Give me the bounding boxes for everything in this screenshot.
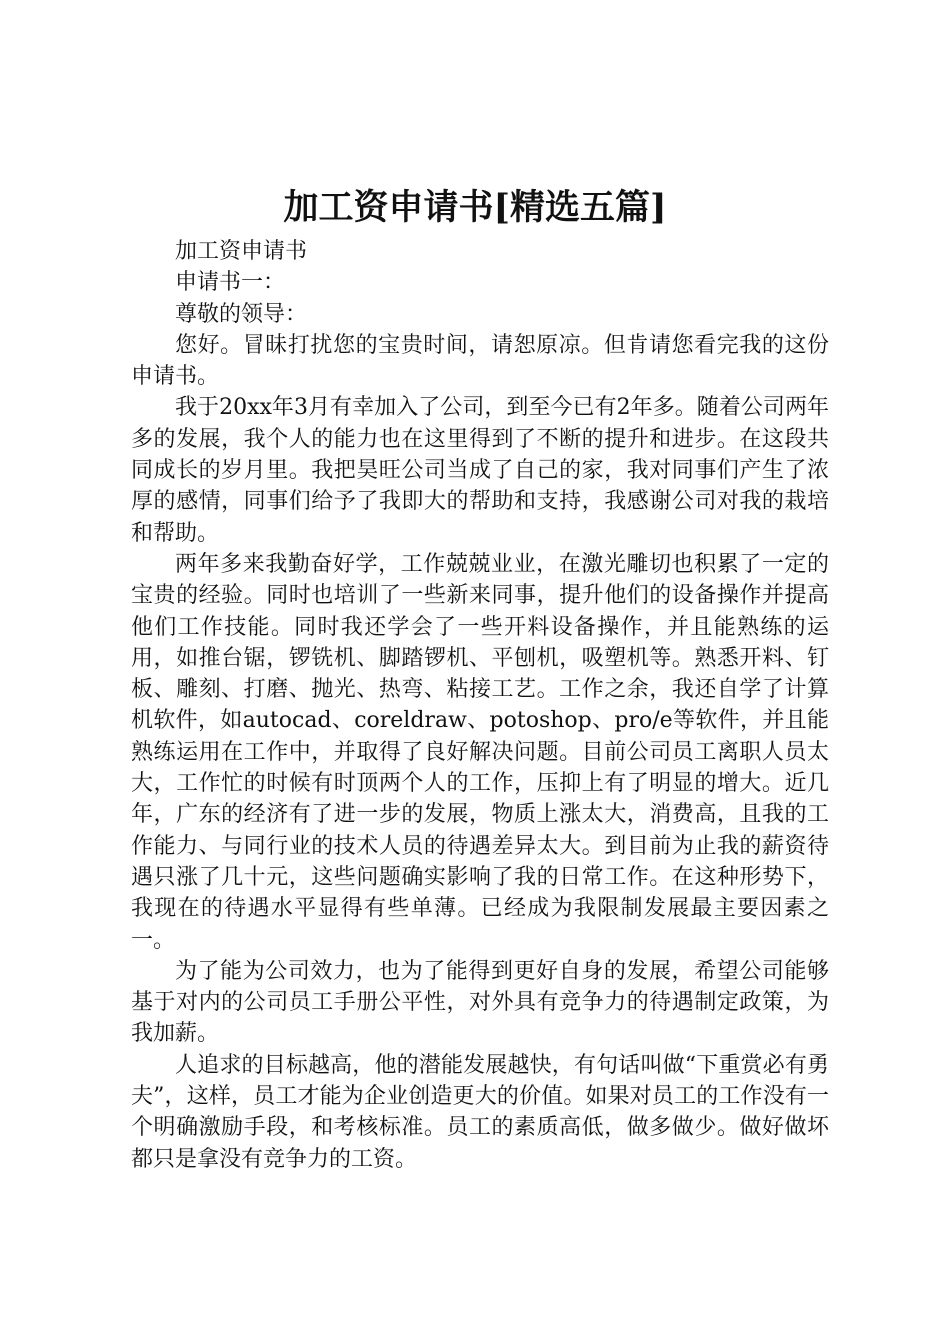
document-title: 加工资申请书[精选五篇] xyxy=(283,187,667,228)
paragraph-subheading: 申请书一： xyxy=(175,270,286,296)
paragraph-heading: 加工资申请书 xyxy=(175,239,308,264)
paragraph-body: 人追求的目标越高，他的潜能发展越快，有句话叫做“下重赏必有勇夫”，这样，员工才能为企业创造更大的价值。如果对员工的工作没有一个明确激励手段，和考核标准。员工的素质高低，做多做少。做好做坏都只是拿没有竞争力的工资。 xyxy=(131,1052,829,1172)
paragraph-greeting: 您好。冒昧打扰您的宝贵时间，请恕原凉。但肯请您看完我的这份申请书。 xyxy=(131,332,829,390)
paragraph-body: 为了能为公司效力，也为了能得到更好自身的发展，希望公司能够基于对内的公司员工手册公平性，对外具有竞争力的待遇制定政策，为我加薪。 xyxy=(131,958,829,1047)
paragraph-salutation: 尊敬的领导： xyxy=(175,301,308,327)
document-body xyxy=(131,236,829,1175)
paragraph-body: 我于20xx年3月有幸加入了公司，到至今已有2年多。随着公司两年多的发展，我个人的能力也在这里得到了不断的提升和进步。在这段共同成长的岁月里。我把昊旺公司当成了自己的家，我对同事们产生了浓厚的感情，同事们给予了我即大的帮助和支持，我感谢公司对我的栽培和帮助。 xyxy=(131,395,829,546)
paragraph-body: 两年多来我勤奋好学，工作兢兢业业，在激光雕切也积累了一定的宝贵的经验。同时也培训了一些新来同事，提升他们的设备操作并提高他们工作技能。同时我还学会了一些开料设备操作，并且能熟练的运用，如推台锯，锣铣机、脚踏锣机、平刨机，吸塑机等。熟悉开料、钉板、雕刻、打磨、抛光、热弯、粘接工艺。工作之余，我还自学了计算机软件，如autocad、coreldraw、potoshop、pro/e等软件，并且能熟练运用在工作中，并取得了良好解决问题。目前公司员工离职人员太大，工作忙的时候有时顶两个人的工作，压抑上有了明显的增大。近几年，广东的经济有了进一步的发展，物质上涨太大，消费高，且我的工作能力、与同行业的技术人员的待遇差异太大。到目前为止我的薪资待遇只涨了几十元，这些问题确实影响了我的日常工作。在这种形势下，我现在的待遇水平显得有些单薄。已经成为我限制发展最主要因素之一。 xyxy=(131,551,829,953)
